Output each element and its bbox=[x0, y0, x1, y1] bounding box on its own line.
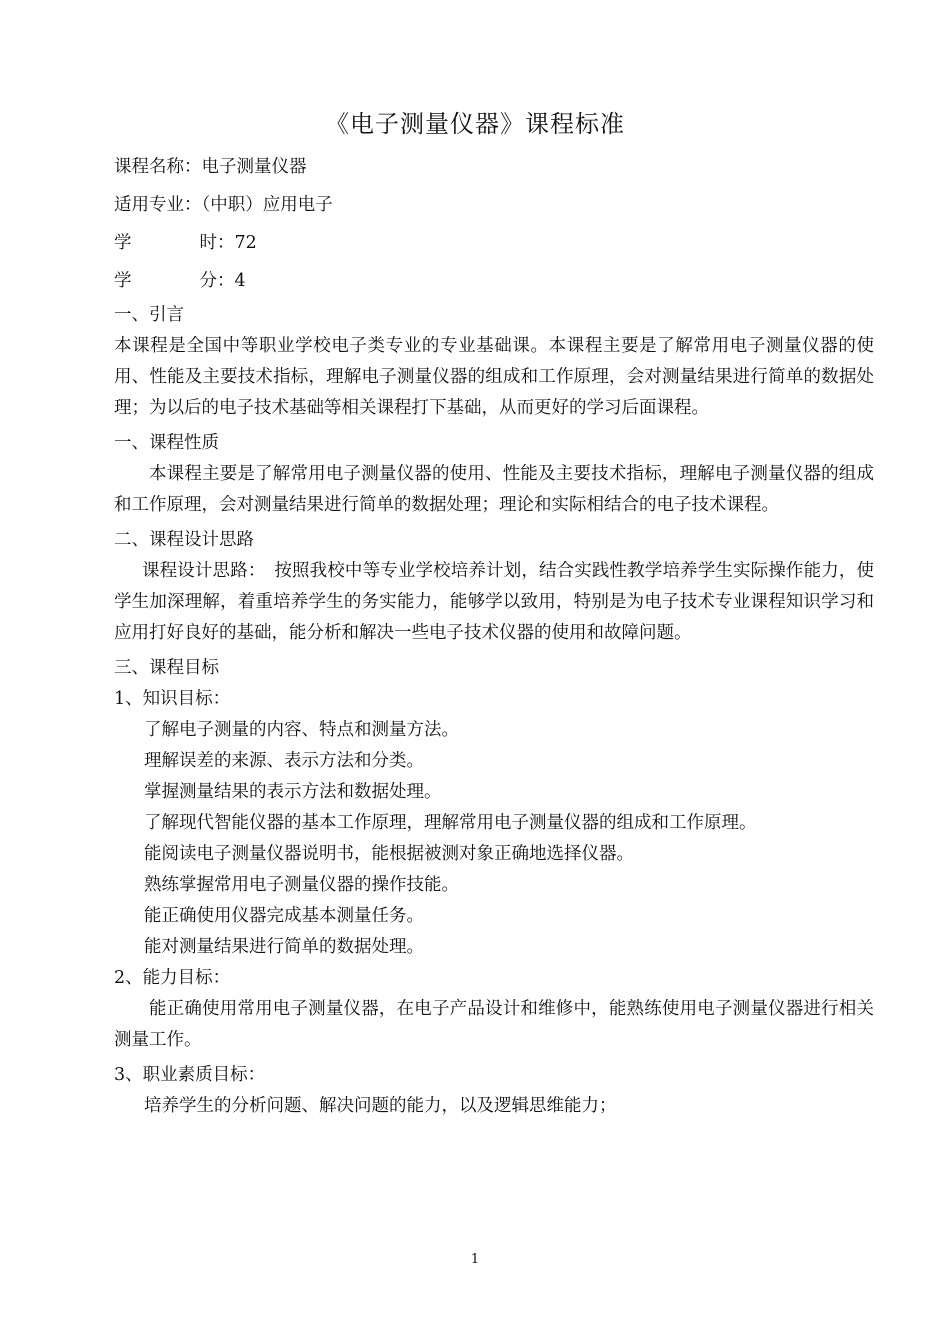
goals-heading: 三、课程目标 bbox=[114, 658, 219, 678]
document-title: 《电子测量仪器》课程标准 bbox=[325, 110, 625, 138]
nature-paragraph: 本课程主要是了解常用电子测量仪器的使用、性能及主要技术指标，理解电子测量仪器的组成和工作原理，会对测量结果进行简单的数据处理；理论和实际相结合的电子技术课程。 bbox=[114, 464, 874, 515]
knowledge-item: 了解电子测量的内容、特点和测量方法。 bbox=[144, 720, 459, 740]
hours-char: 学 bbox=[114, 233, 132, 253]
knowledge-item: 理解误差的来源、表示方法和分类。 bbox=[144, 751, 424, 771]
hours-value: 时：72 bbox=[199, 233, 257, 253]
intro-paragraph: 本课程是全国中等职业学校电子类专业的专业基础课。本课程主要是了解常用电子测量仪器的使用、性能及主要技术指标，理解电子测量仪器的组成和工作原理，会对测量结果进行简单的数据处理；为以后的电子技术基础等相关课程打下基础，从而更好的学习后面课程。 bbox=[114, 336, 874, 418]
design-heading: 二、课程设计思路 bbox=[114, 530, 254, 550]
knowledge-item: 了解现代智能仪器的基本工作原理，理解常用电子测量仪器的组成和工作原理。 bbox=[144, 813, 757, 833]
credits-value: 分：4 bbox=[199, 271, 246, 291]
quality-heading: 3、职业素质目标： bbox=[114, 1065, 266, 1085]
design-paragraph: 课程设计思路： 按照我校中等专业学校培养计划，结合实践性教学培养学生实际操作能力，使学生加深理解，着重培养学生的务实能力，能够学以致用，特别是为电子技术专业课程知识学习和应用打好良好的基础，能分析和解决一些电子技术仪器的使用和故障问题。 bbox=[114, 561, 874, 643]
knowledge-item: 掌握测量结果的表示方法和数据处理。 bbox=[144, 782, 442, 802]
ability-heading: 2、能力目标： bbox=[114, 968, 231, 988]
knowledge-item: 熟练掌握常用电子测量仪器的操作技能。 bbox=[144, 875, 459, 895]
course-name-line: 课程名称：电子测量仪器 bbox=[114, 157, 307, 177]
nature-heading: 一、课程性质 bbox=[114, 433, 219, 453]
knowledge-item: 能对测量结果进行简单的数据处理。 bbox=[144, 937, 424, 957]
knowledge-item: 能正确使用仪器完成基本测量任务。 bbox=[144, 906, 424, 926]
major-line: 适用专业：（中职）应用电子 bbox=[114, 195, 333, 215]
hours-line bbox=[114, 224, 874, 262]
intro-heading: 一、引言 bbox=[114, 305, 184, 325]
knowledge-item: 能阅读电子测量仪器说明书，能根据被测对象正确地选择仪器。 bbox=[144, 844, 634, 864]
ability-paragraph: 能正确使用常用电子测量仪器，在电子产品设计和维修中，能熟练使用电子测量仪器进行相关测量工作。 bbox=[114, 999, 874, 1050]
document-body bbox=[114, 148, 874, 1122]
page-number: 1 bbox=[470, 1252, 480, 1267]
credits-line bbox=[114, 262, 874, 300]
quality-item: 培养学生的分析问题、解决问题的能力，以及逻辑思维能力； bbox=[144, 1096, 617, 1116]
knowledge-heading: 1、知识目标： bbox=[114, 689, 231, 709]
credits-char: 学 bbox=[114, 271, 132, 291]
